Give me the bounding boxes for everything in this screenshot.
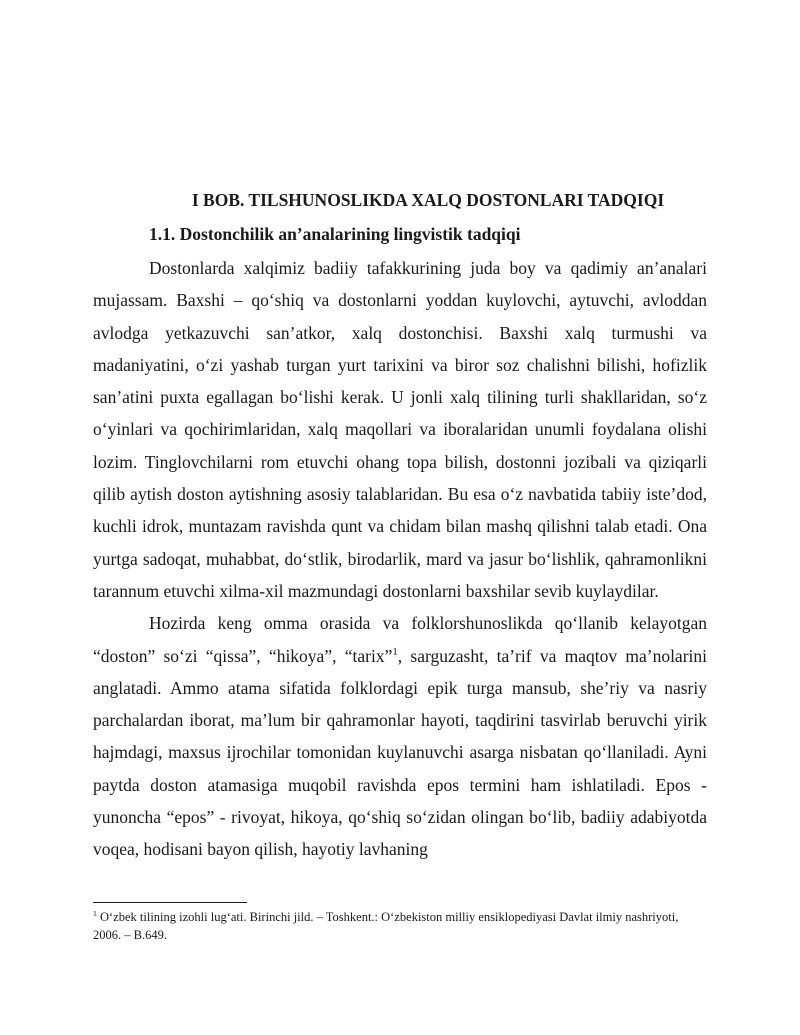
paragraph-2-text-start: Hozirda keng omma orasida va folklorshunoslikda qo‘llanib kelayotgan “doston” so‘zi “qissa”, “hikoya”, “tarix” xyxy=(93,613,707,666)
section-title: 1.1. Dostonchilik an’analarining lingvistik tadqiqi xyxy=(149,224,521,244)
footnote-text: O‘zbek tilining izohli lug‘ati. Birinchi jild. – Toshkent.: O‘zbekiston milliy ensiklopediyasi Davlat ilmiy nashriyoti, 2006. – B.649. xyxy=(93,910,679,942)
paragraph-2-text-end: , sarguzasht, ta’rif va maqtov ma’nolarini anglatadi. Ammo atama sifatida folklordagi epik turga mansub, she’riy va nasriy parchalardan iborat, ma’lum bir qahramonlar hayoti, taqdirini tasvirlab beruvchi yirik hajmdagi, maxsus ijrochilar tomonidan kuylanuvchi asarga nisbatan qo‘llaniladi. Ayni paytda doston atamasiga muqobil ravishda epos termini ham ishlatiladi. Epos - yunoncha “epos” - rivoyat, hikoya, qo‘shiq so‘zidan olingan bo‘lib, badiiy adabiyotda voqea, hodisani bayon qilish, hayotiy lavhaning xyxy=(93,645,708,860)
paragraph-2 xyxy=(93,607,707,865)
footnote-number: 1 xyxy=(93,908,97,918)
body-text xyxy=(93,252,707,866)
footnote-separator xyxy=(93,902,247,903)
footnote xyxy=(93,908,707,944)
paragraph-1: Dostonlarda xalqimiz badiiy tafakkurining juda boy va qadimiy an’analari mujassam. Baxshi – qo‘shiq va dostonlarni yoddan kuylovchi, aytuvchi, avloddan avlodga yetkazuvchi san’atkor, xalq dostonchisi. Baxshi xalq turmushi va madaniyatini, o‘zi yashab turgan yurt tarixini va biror soz chalishni bilishi, hofizlik san’atini puxta egallagan bo‘lishi kerak. U jonli xalq tilining turli shakllaridan, so‘z o‘yinlari va qochirimlaridan, xalq maqollari va iboralaridan unumli foydalana olishi lozim. Tinglovchilarni rom etuvchi ohang topa bilish, dostonni jozibali va qiziqarli qilib aytish doston aytishning asosiy talablaridan. Bu esa o‘z navbatida tabiiy iste’dod, kuchli idrok, muntazam ravishda qunt va chidam bilan mashq qilishni talab etadi. Ona yurtga sadoqat, muhabbat, do‘stlik, birodarlik, mard va jasur bo‘lishlik, qahramonlikni tarannum etuvchi xilma-xil mazmundagi dostonlarni baxshilar sevib kuylaydilar. xyxy=(93,258,707,601)
footnote-reference[interactable]: 1 xyxy=(392,645,398,658)
chapter-title: I BOB. TILSHUNOSLIKDA XALQ DOSTONLARI TADQIQI xyxy=(191,190,665,210)
